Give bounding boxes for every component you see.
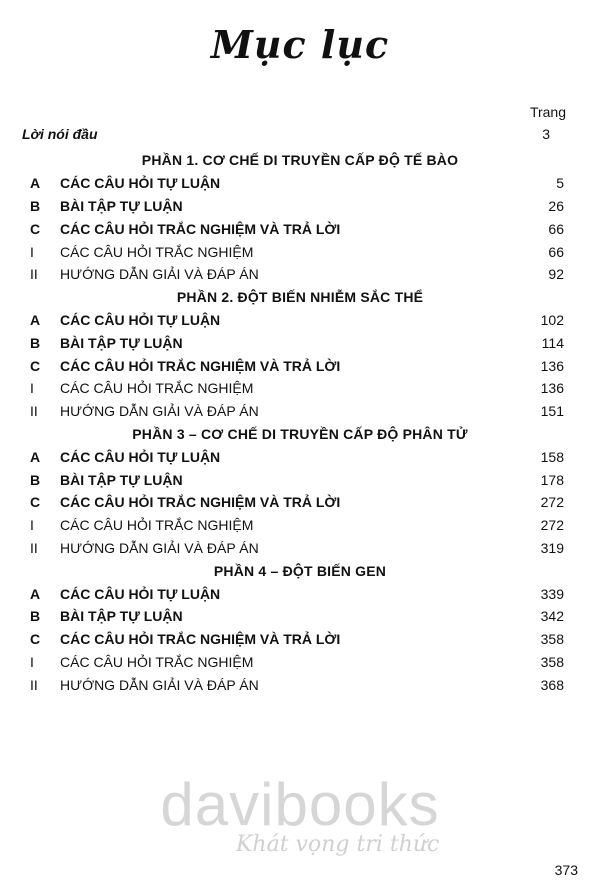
toc-entry-page: 136 [540, 357, 564, 374]
toc-entry-row [0, 263, 600, 286]
toc-entry-text: BÀI TẬP TỰ LUẬN [60, 334, 183, 351]
toc-entry-row [0, 491, 600, 514]
page-number: 373 [554, 862, 578, 878]
toc-entry-page: 339 [540, 585, 564, 602]
toc-entry-row [0, 445, 600, 468]
toc-entry-letter: A [30, 448, 41, 465]
toc-entry-page: 178 [540, 471, 564, 488]
toc-entry-letter: C [30, 357, 41, 374]
toc-entry-row [0, 172, 600, 195]
toc-entry-text: CÁC CÂU HỎI TRẮC NGHIỆM [60, 517, 254, 534]
toc-entry-text: CÁC CÂU HỎI TỰ LUẬN [60, 448, 221, 465]
toc-entry-text: HƯỚNG DẪN GIẢI VÀ ĐÁP ÁN [60, 539, 259, 556]
toc-entry-row [0, 400, 600, 423]
toc-intro-label: Lời nói đầu [22, 126, 98, 142]
toc-entry-row [0, 354, 600, 377]
toc-entry-row [0, 537, 600, 560]
toc-part-title: PHẦN 3 – CƠ CHẾ DI TRUYỀN CẤP ĐỘ PHÂN TỬ [132, 425, 468, 442]
toc-entry-page: 92 [548, 266, 564, 283]
toc-entry-page: 136 [540, 380, 564, 397]
toc-entry-text: CÁC CÂU HỎI TRẮC NGHIỆM [60, 243, 254, 260]
toc-entry-letter: II [30, 403, 38, 420]
toc-entry-text: CÁC CÂU HỎI TRẮC NGHIỆM VÀ TRẢ LỜI [60, 357, 341, 374]
toc-entry-page: 66 [548, 243, 564, 260]
toc-entry-letter: I [30, 243, 34, 260]
toc-entry-letter: B [30, 334, 41, 351]
toc-entry-letter: B [30, 471, 41, 488]
toc-entry-letter: II [30, 266, 38, 283]
toc-part-heading [0, 559, 600, 582]
watermark-tagline: Khát vọng tri thức [236, 832, 440, 857]
toc-part-title: PHẦN 4 – ĐỘT BIẾN GEN [213, 562, 387, 579]
toc-entry-row [0, 331, 600, 354]
toc-entry-letter: I [30, 380, 34, 397]
toc-entry-text: BÀI TẬP TỰ LUẬN [60, 471, 183, 488]
toc-entry-letter: C [30, 220, 41, 237]
toc-entry-page: 102 [540, 311, 564, 328]
toc-entry-row [0, 240, 600, 263]
toc-entry-text: HƯỚNG DẪN GIẢI VÀ ĐÁP ÁN [60, 403, 259, 420]
toc-entry-page: 158 [540, 448, 564, 465]
toc-entry-row [0, 217, 600, 240]
toc-entry-row [0, 582, 600, 605]
toc-entry-letter: A [30, 311, 41, 328]
toc-entry-page: 342 [540, 608, 564, 625]
toc-entry-text: CÁC CÂU HỎI TRẮC NGHIỆM [60, 380, 254, 397]
toc-entry-letter: I [30, 653, 34, 670]
toc-entry-row [0, 309, 600, 332]
toc-entry-letter: B [30, 197, 41, 214]
toc-entry-page: 358 [540, 631, 564, 648]
toc-entry-text: CÁC CÂU HỎI TỰ LUẬN [60, 175, 221, 192]
toc-entry-page: 368 [540, 676, 564, 693]
table-of-contents [0, 149, 600, 696]
page-column-header: Trang [529, 104, 566, 120]
toc-entry-text: CÁC CÂU HỎI TRẮC NGHIỆM [60, 653, 254, 670]
toc-part-title: PHẦN 2. ĐỘT BIẾN NHIỄM SẮC THỂ [176, 289, 424, 306]
toc-entry-letter: A [30, 175, 41, 192]
toc-entry-row [0, 673, 600, 696]
toc-entry-text: HƯỚNG DẪN GIẢI VÀ ĐÁP ÁN [60, 676, 259, 693]
toc-entry-row [0, 628, 600, 651]
toc-entry-row [0, 651, 600, 674]
toc-entry-letter: B [30, 608, 41, 625]
toc-entry-text: CÁC CÂU HỎI TRẮC NGHIỆM VÀ TRẢ LỜI [60, 494, 341, 511]
toc-entry-row [0, 377, 600, 400]
toc-entry-page: 114 [541, 334, 564, 351]
toc-entry-row [0, 468, 600, 491]
toc-entry-row [0, 195, 600, 218]
toc-entry-page: 319 [540, 539, 564, 556]
toc-entry-text: BÀI TẬP TỰ LUẬN [60, 197, 183, 214]
toc-entry-letter: C [30, 494, 41, 511]
toc-entry-text: CÁC CÂU HỎI TỰ LUẬN [60, 311, 221, 328]
toc-intro-page: 3 [542, 126, 550, 142]
toc-entry-text: HƯỚNG DẪN GIẢI VÀ ĐÁP ÁN [60, 266, 259, 283]
toc-entry-row [0, 605, 600, 628]
toc-entry-page: 66 [548, 220, 564, 237]
toc-part-heading [0, 286, 600, 309]
toc-entry-letter: A [30, 585, 41, 602]
toc-entry-text: BÀI TẬP TỰ LUẬN [60, 608, 183, 625]
toc-entry-text: CÁC CÂU HỎI TRẮC NGHIỆM VÀ TRẢ LỜI [60, 631, 341, 648]
watermark-brand: davibooks [160, 771, 440, 838]
toc-entry-text: CÁC CÂU HỎI TRẮC NGHIỆM VÀ TRẢ LỜI [60, 220, 341, 237]
toc-part-heading [0, 423, 600, 446]
toc-entry-page: 151 [540, 403, 564, 420]
toc-entry-page: 26 [548, 197, 564, 214]
page-title: Mục lục [210, 22, 390, 67]
toc-entry-letter: C [30, 631, 41, 648]
toc-entry-letter: I [30, 517, 34, 534]
toc-entry-letter: II [30, 676, 38, 693]
toc-entry-text: CÁC CÂU HỎI TỰ LUẬN [60, 585, 221, 602]
toc-part-title: PHẦN 1. CƠ CHẾ DI TRUYỀN CẤP ĐỘ TẾ BÀO [141, 152, 459, 169]
toc-entry-page: 272 [540, 494, 564, 511]
toc-intro-row [22, 126, 564, 142]
toc-entry-page: 5 [556, 175, 564, 192]
toc-entry-row [0, 514, 600, 537]
toc-entry-letter: II [30, 539, 38, 556]
toc-entry-page: 358 [540, 653, 564, 670]
toc-part-heading [0, 149, 600, 172]
toc-entry-page: 272 [540, 517, 564, 534]
